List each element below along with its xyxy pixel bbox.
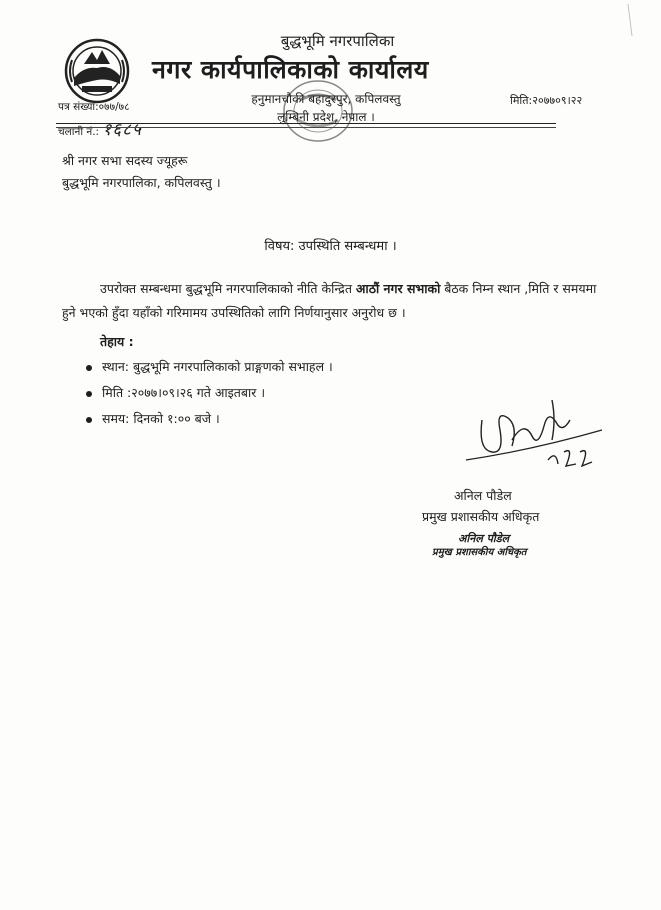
body-text-bold: आठौं नगर सभाको (355, 281, 441, 296)
letter-date: मिति:२०७७०९।२२ (510, 94, 583, 107)
dispatch-label: चलानी नं.: (58, 126, 100, 138)
handwritten-signature-icon (452, 390, 612, 480)
office-address (236, 90, 416, 126)
body-text-1: उपरोक्त सम्बन्धमा बुद्धभूमि नगरपालिकाको नीति केन्द्रित (100, 281, 356, 296)
bullet-icon (86, 417, 92, 423)
list-item (86, 382, 333, 408)
meeting-details-list (86, 356, 333, 434)
list-item (86, 356, 333, 382)
reference-number: पत्र संख्या:०७७/७८ (58, 101, 130, 113)
subject-line: विषय: उपस्थिति सम्बन्धमा । (264, 239, 397, 254)
recipient-line-1: श्री नगर सभा सदस्य ज्यूहरू (62, 153, 188, 168)
municipality-name: बुद्धभूमि नगरपालिका (280, 32, 395, 50)
recipient-block (62, 150, 221, 194)
list-item-text: स्थान: बुद्धभूमि नगरपालिकाको प्राङ्गणको सभाहल । (102, 359, 333, 374)
seal-title: प्रमुख प्रशासकीय अधिकृत (432, 547, 527, 558)
header-divider-secondary (56, 127, 556, 128)
body-paragraph (62, 277, 602, 325)
address-line-1: हनुमानचौकी बहादुरपुर, कपिलवस्तु (251, 92, 401, 106)
venue-heading: तेहाय : (100, 334, 134, 349)
scan-mark-icon (622, 2, 652, 38)
address-line-2: लुम्बिनी प्रदेश, नेपाल । (277, 110, 375, 124)
list-item-text: मिति :२०७७।०९।२६ गते आइतबार । (102, 385, 266, 400)
signatory-name: अनिल पौडेल (454, 488, 512, 503)
list-item-text: समय: दिनको १:०० बजे । (102, 411, 220, 426)
signatory-title: प्रमुख प्रशासकीय अधिकृत (422, 509, 540, 524)
bullet-icon (86, 391, 92, 397)
recipient-line-2: बुद्धभूमि नगरपालिका, कपिलवस्तु । (62, 175, 221, 190)
list-item (86, 408, 333, 434)
seal-name: अनिल पौडेल (458, 532, 510, 545)
office-title: नगर कार्यपालिकाको कार्यालय (152, 55, 429, 84)
body-text-2: बैठक निम्न स्थान ,मिति र समयमा हुने भएको हुँदा यहाँको गरिमामय उपस्थितिको लागि निर्णयानुसार अनुरोध छ । (62, 281, 597, 320)
bullet-icon (86, 365, 92, 371)
dispatch-number (58, 117, 142, 140)
dispatch-value: १६८५ (102, 120, 142, 140)
header-divider (56, 123, 556, 124)
